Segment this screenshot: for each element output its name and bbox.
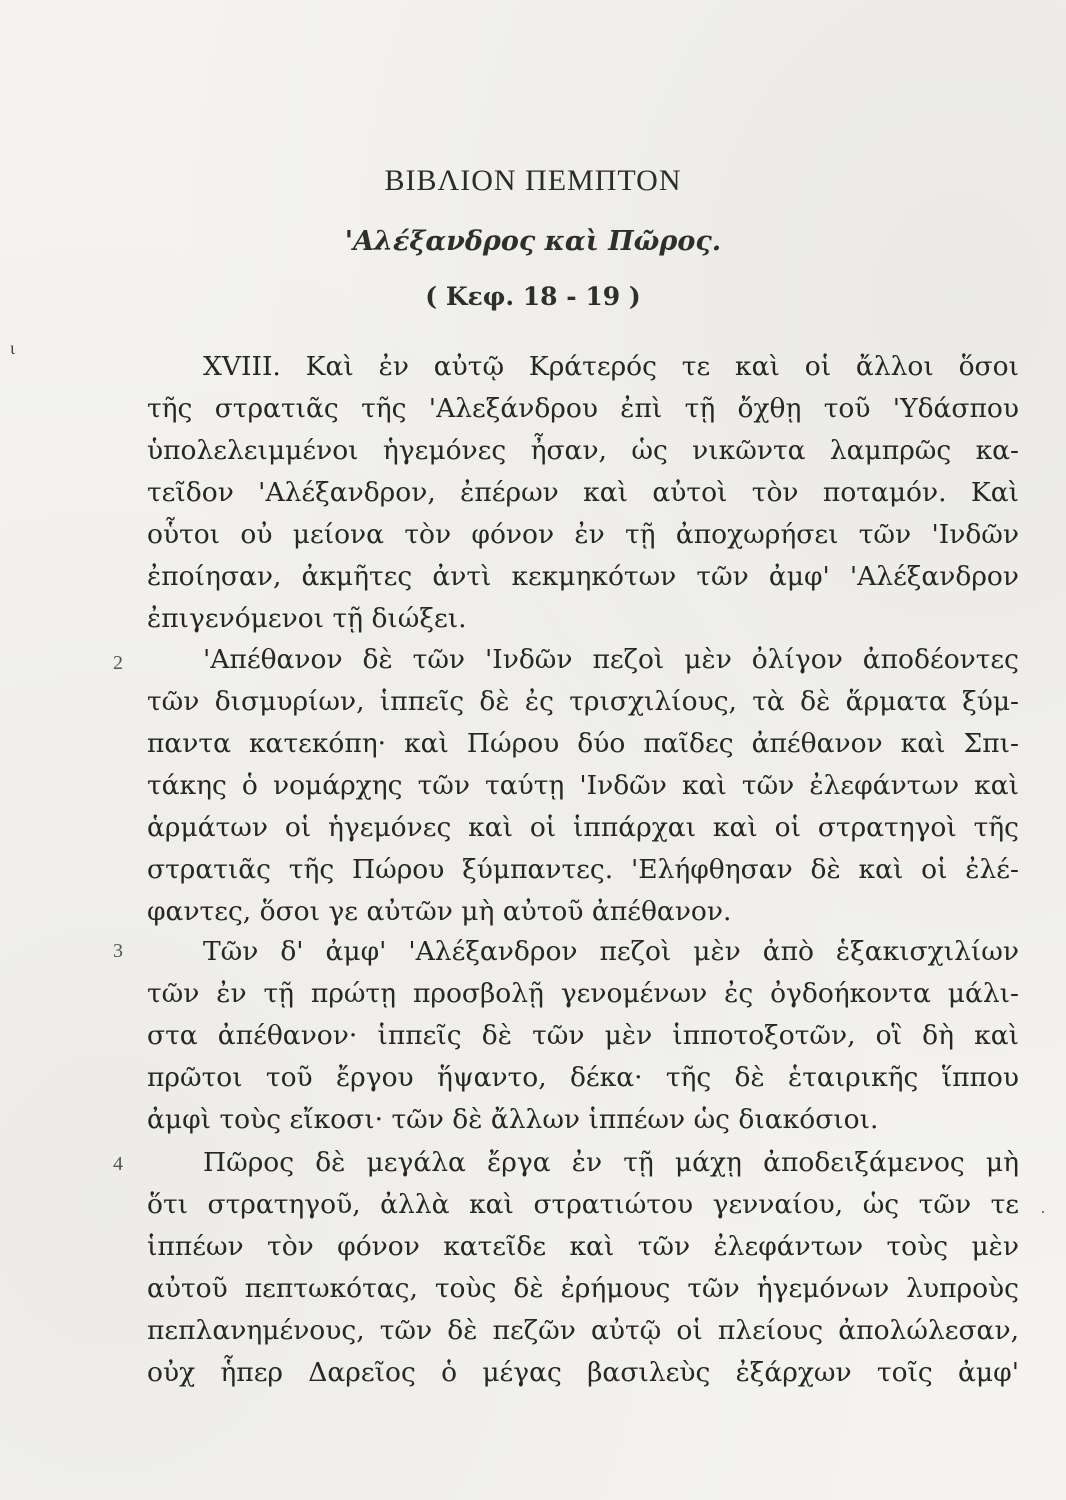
text-line: ὑπολελειμμένοι ἡγεμόνες ἦσαν, ὡς νικῶντα λαμπρῶς κα- <box>147 435 1019 466</box>
text-line: αὐτοῦ πεπτωκότας, τοὺς δὲ ἐρήμους τῶν ἡγεμόνων λυπροὺς <box>147 1273 1019 1304</box>
text-line: ἀμφὶ τοὺς εἴκοσι· τῶν δὲ ἄλλων ἱππέων ὡς διακόσιοι. <box>147 1104 879 1135</box>
text-line: 'Απέθανον δὲ τῶν 'Ινδῶν πεζοὶ μὲν ὀλίγον ἀποδέοντες <box>203 644 1019 675</box>
chapter-reference: ( Κεφ. 18 - 19 ) <box>425 282 641 311</box>
section-title: 'Αλέξανδρος καὶ Πῶρος. <box>344 226 722 257</box>
text-line: παντα κατεκόπη· καὶ Πώρου δύο παῖδες ἀπέθανον καὶ Σπι- <box>147 728 1019 759</box>
text-line: στρατιᾶς τῆς Πώρου ξύμπαντες. 'Ελήφθησαν δὲ καὶ οἱ ἐλέ- <box>147 854 1019 885</box>
text-line: ἐπιγενόμενοι τῇ διώξει. <box>147 603 467 634</box>
text-line: οὗτοι οὐ μείονα τὸν φόνον ἐν τῇ ἀποχωρήσει τῶν 'Ινδῶν <box>147 519 1019 550</box>
text-line: τῆς στρατιᾶς τῆς 'Αλεξάνδρου ἐπὶ τῇ ὄχθῃ τοῦ 'Υδάσπου <box>147 393 1019 424</box>
text-line: ἱππέων τὸν φόνον κατεῖδε καὶ τῶν ἐλεφάντων τοὺς μὲν <box>147 1231 1019 1262</box>
text-line: Πῶρος δὲ μεγάλα ἔργα ἐν τῇ μάχῃ ἀποδειξάμενος μὴ <box>203 1147 1019 1178</box>
text-line: τῶν δισμυρίων, ἱππεῖς δὲ ἐς τρισχιλίους, τὰ δὲ ἅρματα ξύμ- <box>147 686 1019 717</box>
paragraph-number-4: 4 <box>113 1153 123 1175</box>
text-line: τάκης ὁ νομάρχης τῶν ταύτῃ 'Ινδῶν καὶ τῶν ἐλεφάντων καὶ <box>147 770 1019 801</box>
right-margin-dot: . <box>1041 1200 1045 1217</box>
book-title: ΒΙΒΛΙΟΝ ΠΕΜΠΤΟΝ <box>384 164 682 197</box>
text-line: ἁρμάτων οἱ ἡγεμόνες καὶ οἱ ἱππάρχαι καὶ οἱ στρατηγοὶ τῆς <box>147 812 1019 843</box>
text-line: στα ἀπέθανον· ἱππεῖς δὲ τῶν μὲν ἱπποτοξοτῶν, οἳ δὴ καὶ <box>147 1020 1019 1051</box>
paragraph-number-2: 2 <box>113 652 123 674</box>
text-line: πρῶτοι τοῦ ἔργου ἥψαντο, δέκα· τῆς δὲ ἑταιρικῆς ἵππου <box>147 1062 1019 1093</box>
left-margin-mark: ι <box>10 338 15 358</box>
paragraph-number-3: 3 <box>113 940 123 962</box>
text-line: τεῖδον 'Αλέξανδρον, ἐπέρων καὶ αὐτοὶ τὸν ποταμόν. Καὶ <box>147 477 1019 508</box>
text-line: ἐποίησαν, ἀκμῆτες ἀντὶ κεκμηκότων τῶν ἀμφ' 'Αλέξανδρον <box>147 561 1019 592</box>
text-line: τῶν ἐν τῇ πρώτῃ προσβολῇ γενομένων ἐς ὀγδοήκοντα μάλι- <box>147 978 1019 1009</box>
text-line: XVIII. Καὶ ἐν αὐτῷ Κράτερός τε καὶ οἱ ἄλλοι ὅσοι <box>203 351 1019 382</box>
text-line: οὐχ ἧπερ Δαρεῖος ὁ μέγας βασιλεὺς ἐξάρχων τοῖς ἀμφ' <box>147 1357 1019 1388</box>
text-line: Τῶν δ' ἀμφ' 'Αλέξανδρον πεζοὶ μὲν ἀπὸ ἑξακισχιλίων <box>203 936 1019 967</box>
text-line: ὅτι στρατηγοῦ, ἀλλὰ καὶ στρατιώτου γενναίου, ὡς τῶν τε <box>147 1189 1019 1220</box>
text-line: πεπλανημένους, τῶν δὲ πεζῶν αὐτῷ οἱ πλείους ἀπολώλεσαν, <box>147 1315 1019 1346</box>
text-line: φαντες, ὅσοι γε αὐτῶν μὴ αὐτοῦ ἀπέθανον. <box>147 896 732 927</box>
